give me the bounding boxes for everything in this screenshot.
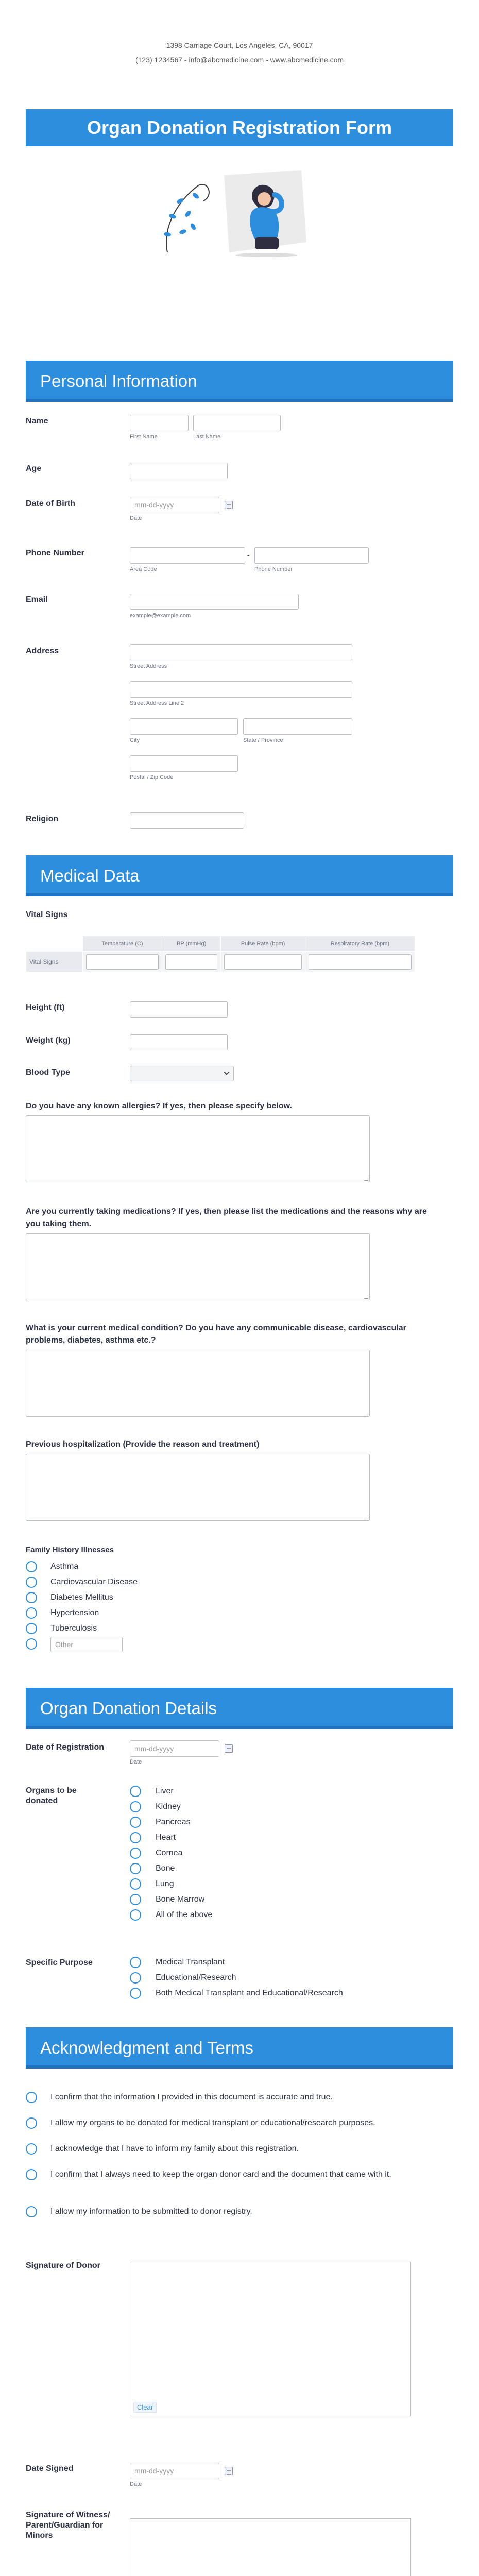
purpose-label: Specific Purpose [26,1958,93,1967]
registration-date-input[interactable]: mm-dd-yyyy [130,1740,219,1757]
age-label: Age [26,464,42,473]
company-contact: (123) 1234567 - info@abcmedicine.com - www.abcmedicine.com [135,56,344,64]
temperature-input[interactable] [86,954,159,970]
email-input[interactable] [130,594,299,610]
pulse-input[interactable] [224,954,301,970]
donor-illustration [131,165,348,268]
purpose-option-both: Both Medical Transplant and Educational/Research [156,1989,343,1997]
organ-option-heart: Heart [156,1833,176,1842]
weight-label: Weight (kg) [26,1036,71,1045]
term-checkbox-5[interactable] [26,2206,37,2217]
respiratory-input[interactable] [309,954,412,970]
term-checkbox-2[interactable] [26,2117,37,2129]
dob-input[interactable]: mm-dd-yyyy [130,497,219,513]
organ-option-liver: Liver [156,1787,174,1795]
street-address-2-sublabel: Street Address Line 2 [130,700,184,706]
family-checkbox-other[interactable] [26,1638,37,1650]
purpose-radio-both[interactable] [130,1988,141,1999]
personal-info-heading: Personal Information [26,361,453,402]
organ-radio-bone-marrow[interactable] [130,1894,141,1905]
zip-input[interactable] [130,755,238,772]
family-checkbox-tuberculosis[interactable] [26,1623,37,1634]
family-history-label: Family History Illnesses [26,1546,114,1554]
last-name-input[interactable] [193,415,281,431]
vital-row-label: Vital Signs [26,952,83,972]
allergies-textarea[interactable] [26,1115,370,1182]
calendar-icon[interactable] [225,1744,233,1753]
area-code-input[interactable] [130,547,245,564]
family-checkbox-cardiovascular[interactable] [26,1577,37,1588]
phone-dash: - [247,551,250,559]
medications-question: Are you currently taking medications? If yes, then please list the medications and the reasons why are you taking them. [26,1207,427,1228]
family-checkbox-asthma[interactable] [26,1561,37,1572]
organ-option-all: All of the above [156,1910,213,1919]
donor-date-signed-label: Date Signed [26,2464,74,2473]
organ-option-kidney: Kidney [156,1802,181,1811]
organ-radio-lung[interactable] [130,1878,141,1890]
phone-number-sublabel: Phone Number [254,566,293,572]
organ-radio-pancreas[interactable] [130,1817,141,1828]
vital-signs-label: Vital Signs [26,910,68,919]
organ-radio-cornea[interactable] [130,1848,141,1859]
street-address-sublabel: Street Address [130,663,167,669]
term-text-5: I allow my information to be submitted to donor registry. [50,2207,252,2216]
height-label: Height (ft) [26,1003,65,1012]
name-label: Name [26,417,48,426]
city-sublabel: City [130,737,140,743]
term-checkbox-4[interactable] [26,2169,37,2180]
dob-label: Date of Birth [26,499,75,508]
donor-signature-pad[interactable] [130,2262,411,2416]
purpose-option-medical: Medical Transplant [156,1958,225,1967]
family-other-input[interactable]: Other [50,1637,123,1652]
state-input[interactable] [243,718,352,735]
blood-type-label: Blood Type [26,1068,70,1077]
family-option-hypertension: Hypertension [50,1608,99,1617]
term-text-2: I allow my organs to be donated for medical transplant or educational/research purposes. [50,2119,375,2127]
family-option-cardiovascular: Cardiovascular Disease [50,1578,138,1586]
term-text-4: I confirm that I always need to keep the organ donor card and the document that came with it. [50,2170,391,2179]
city-input[interactable] [130,718,238,735]
organ-option-pancreas: Pancreas [156,1818,191,1826]
witness-signature-label: Signature of Witness/ Parent/Guardian for Minors [26,2511,110,2540]
area-code-sublabel: Area Code [130,566,157,572]
street-address-2-input[interactable] [130,681,352,698]
term-text-3: I acknowledge that I have to inform my family about this registration. [50,2144,299,2153]
email-label: Email [26,595,48,604]
organ-option-bone-marrow: Bone Marrow [156,1895,205,1904]
donor-date-sublabel: Date [130,2481,142,2487]
zip-sublabel: Postal / Zip Code [130,774,174,781]
organ-option-lung: Lung [156,1879,174,1888]
hospitalization-textarea[interactable] [26,1454,370,1521]
blood-type-select[interactable] [130,1066,234,1081]
family-checkbox-hypertension[interactable] [26,1607,37,1619]
vital-col-temperature: Temperature (C) [83,936,162,952]
first-name-input[interactable] [130,415,189,431]
organ-radio-heart[interactable] [130,1832,141,1843]
clear-button[interactable]: Clear [133,2402,157,2413]
form-title: Organ Donation Registration Form [26,109,453,146]
registration-date-label: Date of Registration [26,1743,105,1752]
purpose-option-educational: Educational/Research [156,1973,236,1982]
hospitalization-question: Previous hospitalization (Provide the reason and treatment) [26,1440,260,1449]
organ-donation-heading: Organ Donation Details [26,1688,453,1729]
company-address: 1398 Carriage Court, Los Angeles, CA, 90017 [166,41,313,49]
phone-label: Phone Number [26,549,84,557]
organ-option-cornea: Cornea [156,1849,183,1857]
bp-input[interactable] [165,954,217,970]
first-name-sublabel: First Name [130,434,158,440]
weight-input[interactable] [130,1034,228,1050]
calendar-icon[interactable] [225,2467,233,2475]
witness-signature-pad[interactable] [130,2518,411,2576]
organ-radio-all[interactable] [130,1909,141,1921]
purpose-radio-medical[interactable] [130,1957,141,1968]
organ-radio-liver[interactable] [130,1786,141,1797]
donor-signature-label: Signature of Donor [26,2261,100,2270]
vital-col-bp: BP (mmHg) [162,936,220,952]
acknowledgment-heading: Acknowledgment and Terms [26,2027,453,2069]
medical-data-heading: Medical Data [26,855,453,896]
purpose-radio-educational[interactable] [130,1972,141,1984]
vital-col-respiratory: Respiratory Rate (bpm) [305,936,415,952]
registration-date-sublabel: Date [130,1759,142,1765]
term-checkbox-3[interactable] [26,2143,37,2155]
vital-signs-table [26,936,415,972]
religion-label: Religion [26,815,59,823]
last-name-sublabel: Last Name [193,434,221,440]
organ-radio-kidney[interactable] [130,1801,141,1812]
organ-radio-bone[interactable] [130,1863,141,1874]
family-option-asthma: Asthma [50,1562,79,1571]
vital-col-pulse: Pulse Rate (bpm) [221,936,305,952]
height-input[interactable] [130,1001,228,1018]
state-sublabel: State / Province [243,737,283,743]
calendar-icon[interactable] [225,501,233,509]
dob-sublabel: Date [130,515,142,521]
phone-number-input[interactable] [254,547,369,564]
email-sublabel: example@example.com [130,613,191,619]
term-checkbox-1[interactable] [26,2092,37,2103]
condition-question: What is your current medical condition? Do you have any communicable disease, cardiovascular problems, diabetes, asthma etc.? [26,1324,406,1345]
street-address-input[interactable] [130,644,352,660]
age-input[interactable] [130,463,228,479]
term-text-1: I confirm that the information I provided in this document is accurate and true. [50,2093,333,2102]
medications-textarea[interactable] [26,1233,370,1300]
allergies-question: Do you have any known allergies? If yes, then please specify below. [26,1101,292,1110]
religion-input[interactable] [130,812,244,829]
organ-option-bone: Bone [156,1864,175,1873]
family-checkbox-diabetes[interactable] [26,1592,37,1603]
donor-date-signed-input[interactable]: mm-dd-yyyy [130,2463,219,2479]
family-option-tuberculosis: Tuberculosis [50,1624,97,1633]
address-label: Address [26,647,59,655]
organs-label: Organs to be donated [26,1786,77,1805]
condition-textarea[interactable] [26,1350,370,1417]
family-option-diabetes: Diabetes Mellitus [50,1593,113,1602]
